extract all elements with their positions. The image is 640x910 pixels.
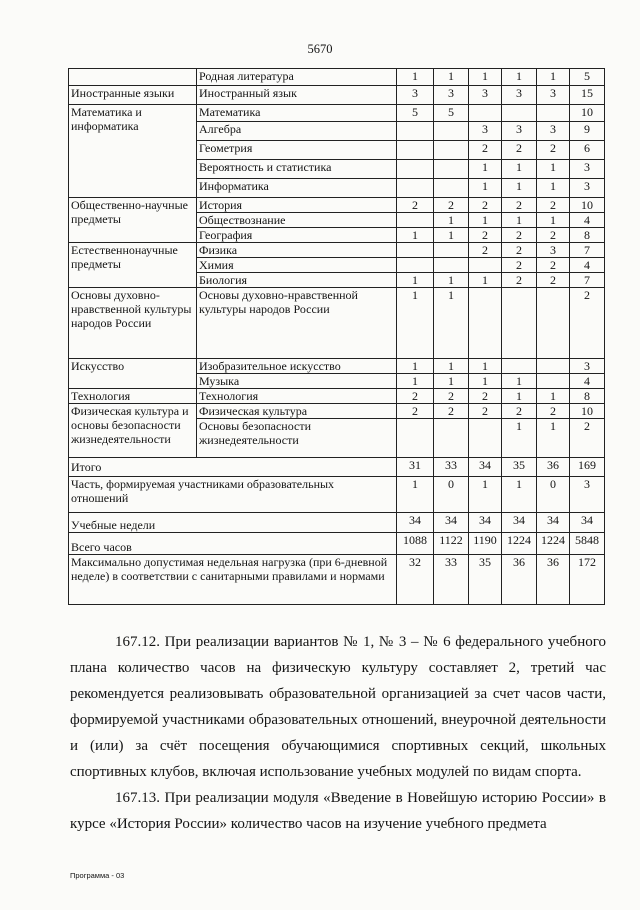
grade-hours-cell — [434, 141, 469, 160]
subject-cell: Математика — [197, 105, 397, 122]
total-hours-cell: 8 — [570, 389, 605, 404]
grade-hours-cell: 1 — [434, 374, 469, 389]
grade-hours-cell: 1 — [434, 213, 469, 228]
grade-hours-cell: 2 — [502, 198, 537, 213]
grade-hours-cell: 1 — [537, 213, 570, 228]
grade-hours-cell: 2 — [537, 273, 570, 288]
table-row — [69, 404, 605, 419]
summary-value-cell: 1 — [502, 477, 537, 513]
total-hours-cell: 3 — [570, 160, 605, 179]
summary-value-cell: 34 — [537, 513, 570, 533]
grade-hours-cell: 2 — [537, 141, 570, 160]
summary-value-cell: 1190 — [469, 533, 502, 555]
grade-hours-cell: 1 — [434, 69, 469, 86]
area-cell: Общественно-научные предметы — [69, 198, 197, 243]
grade-hours-cell: 3 — [537, 86, 570, 105]
total-hours-cell: 10 — [570, 105, 605, 122]
subject-cell: Информатика — [197, 179, 397, 198]
grade-hours-cell: 2 — [502, 404, 537, 419]
grade-hours-cell: 1 — [469, 179, 502, 198]
grade-hours-cell — [397, 141, 434, 160]
grade-hours-cell: 1 — [537, 419, 570, 458]
subject-cell: Геометрия — [197, 141, 397, 160]
table-row — [69, 105, 605, 122]
summary-value-cell: 34 — [397, 513, 434, 533]
summary-value-cell: 36 — [537, 458, 570, 477]
summary-label: Всего часов — [69, 533, 397, 555]
grade-hours-cell: 2 — [469, 141, 502, 160]
grade-hours-cell: 1 — [502, 160, 537, 179]
subject-cell: Основы безопасности жизнедеятельности — [197, 419, 397, 458]
grade-hours-cell: 1 — [502, 419, 537, 458]
summary-value-cell: 34 — [434, 513, 469, 533]
total-hours-cell: 2 — [570, 419, 605, 458]
summary-value-cell: 1 — [469, 477, 502, 513]
grade-hours-cell: 2 — [434, 404, 469, 419]
table-row — [69, 86, 605, 105]
subject-cell: География — [197, 228, 397, 243]
paragraph-167-13: 167.13. При реализации модуля «Введение в Новейшую историю России» в курсе «История России» количество часов на изучение учебного предмета — [70, 790, 606, 832]
grade-hours-cell: 2 — [469, 404, 502, 419]
summary-value-cell: 1224 — [502, 533, 537, 555]
subject-cell: Родная литература — [197, 69, 397, 86]
grade-hours-cell: 2 — [502, 273, 537, 288]
grade-hours-cell — [537, 359, 570, 374]
summary-value-cell: 33 — [434, 458, 469, 477]
area-cell: Естественнонаучные предметы — [69, 243, 197, 288]
grade-hours-cell — [502, 105, 537, 122]
total-hours-cell: 15 — [570, 86, 605, 105]
subject-cell: История — [197, 198, 397, 213]
subject-cell: Алгебра — [197, 122, 397, 141]
grade-hours-cell: 3 — [502, 86, 537, 105]
grade-hours-cell — [397, 213, 434, 228]
grade-hours-cell: 1 — [397, 359, 434, 374]
grade-hours-cell — [434, 258, 469, 273]
grade-hours-cell: 3 — [502, 122, 537, 141]
subject-cell: Технология — [197, 389, 397, 404]
page-number: 5670 — [307, 42, 333, 56]
summary-label: Часть, формируемая участниками образовательных отношений — [69, 477, 397, 513]
summary-value-cell: 1 — [397, 477, 434, 513]
grade-hours-cell: 3 — [469, 122, 502, 141]
grade-hours-cell: 2 — [502, 243, 537, 258]
area-cell: Основы духовно-нравственной культуры народов России — [69, 288, 197, 359]
subject-cell: Изобразительное искусство — [197, 359, 397, 374]
summary-label: Итого — [69, 458, 397, 477]
total-hours-cell: 9 — [570, 122, 605, 141]
summary-total-cell: 34 — [570, 513, 605, 533]
summary-value-cell: 1224 — [537, 533, 570, 555]
grade-hours-cell — [537, 105, 570, 122]
grade-hours-cell — [502, 359, 537, 374]
summary-row — [69, 477, 605, 513]
table-row — [69, 288, 605, 359]
summary-total-cell: 3 — [570, 477, 605, 513]
total-hours-cell: 10 — [570, 198, 605, 213]
grade-hours-cell: 2 — [469, 198, 502, 213]
grade-hours-cell: 2 — [537, 198, 570, 213]
grade-hours-cell — [469, 105, 502, 122]
area-cell: Физическая культура и основы безопасности жизнедеятельности — [69, 404, 197, 458]
total-hours-cell: 10 — [570, 404, 605, 419]
summary-total-cell: 5848 — [570, 533, 605, 555]
total-hours-cell: 6 — [570, 141, 605, 160]
grade-hours-cell: 2 — [469, 243, 502, 258]
subject-cell: Вероятность и статистика — [197, 160, 397, 179]
summary-value-cell: 31 — [397, 458, 434, 477]
total-hours-cell: 3 — [570, 179, 605, 198]
subject-cell: Обществознание — [197, 213, 397, 228]
grade-hours-cell — [434, 419, 469, 458]
grade-hours-cell — [397, 258, 434, 273]
grade-hours-cell — [397, 419, 434, 458]
grade-hours-cell — [469, 258, 502, 273]
summary-value-cell: 1122 — [434, 533, 469, 555]
summary-row — [69, 513, 605, 533]
grade-hours-cell: 1 — [537, 69, 570, 86]
subject-cell: Физика — [197, 243, 397, 258]
total-hours-cell: 2 — [570, 288, 605, 359]
subject-cell: Основы духовно-нравственной культуры народов России — [197, 288, 397, 359]
curriculum-table — [68, 68, 605, 605]
grade-hours-cell: 1 — [469, 374, 502, 389]
grade-hours-cell: 1 — [469, 69, 502, 86]
grade-hours-cell: 1 — [537, 160, 570, 179]
summary-row — [69, 458, 605, 477]
grade-hours-cell: 2 — [434, 198, 469, 213]
grade-hours-cell: 1 — [397, 69, 434, 86]
body-text — [70, 629, 606, 837]
summary-label: Учебные недели — [69, 513, 397, 533]
summary-value-cell: 36 — [502, 555, 537, 605]
grade-hours-cell: 1 — [397, 374, 434, 389]
summary-value-cell: 33 — [434, 555, 469, 605]
table-row — [69, 243, 605, 258]
subject-cell: Физическая культура — [197, 404, 397, 419]
grade-hours-cell: 2 — [397, 404, 434, 419]
grade-hours-cell: 2 — [469, 228, 502, 243]
grade-hours-cell: 2 — [502, 258, 537, 273]
summary-total-cell: 169 — [570, 458, 605, 477]
subject-cell: Иностранный язык — [197, 86, 397, 105]
grade-hours-cell: 3 — [537, 243, 570, 258]
summary-value-cell: 34 — [502, 513, 537, 533]
summary-value-cell: 36 — [537, 555, 570, 605]
area-cell: Искусство — [69, 359, 197, 389]
area-cell: Математика и информатика — [69, 105, 197, 198]
table-row — [69, 69, 605, 86]
summary-value-cell: 1088 — [397, 533, 434, 555]
subject-cell: Биология — [197, 273, 397, 288]
grade-hours-cell: 2 — [537, 228, 570, 243]
grade-hours-cell — [434, 122, 469, 141]
grade-hours-cell: 3 — [537, 122, 570, 141]
subject-cell: Музыка — [197, 374, 397, 389]
summary-row — [69, 533, 605, 555]
grade-hours-cell: 3 — [397, 86, 434, 105]
total-hours-cell: 3 — [570, 359, 605, 374]
grade-hours-cell: 1 — [397, 228, 434, 243]
grade-hours-cell — [537, 288, 570, 359]
summary-value-cell: 32 — [397, 555, 434, 605]
grade-hours-cell — [397, 179, 434, 198]
summary-value-cell: 0 — [434, 477, 469, 513]
paragraph-167-12: 167.12. При реализации вариантов № 1, № 3 – № 6 федерального учебного плана количество часов на физическую культуру составляет 2, третий час рекомендуется реализовывать образовательной организацией за счет часов части, формируемой участниками образовательных отношений, внеурочной деятельности и (или) за счёт посещения обучающимися спортивных секций, школьных спортивных клубов, включая использование учебных модулей по видам спорта. — [70, 634, 606, 780]
total-hours-cell: 7 — [570, 273, 605, 288]
grade-hours-cell: 2 — [434, 389, 469, 404]
grade-hours-cell: 5 — [397, 105, 434, 122]
summary-value-cell: 0 — [537, 477, 570, 513]
grade-hours-cell — [537, 374, 570, 389]
grade-hours-cell: 2 — [397, 198, 434, 213]
grade-hours-cell: 1 — [469, 213, 502, 228]
total-hours-cell: 4 — [570, 213, 605, 228]
summary-value-cell: 34 — [469, 458, 502, 477]
summary-total-cell: 172 — [570, 555, 605, 605]
total-hours-cell: 4 — [570, 258, 605, 273]
grade-hours-cell — [469, 288, 502, 359]
summary-row — [69, 555, 605, 605]
grade-hours-cell: 1 — [537, 179, 570, 198]
total-hours-cell: 5 — [570, 69, 605, 86]
grade-hours-cell — [434, 243, 469, 258]
grade-hours-cell: 2 — [469, 389, 502, 404]
area-cell — [69, 69, 197, 86]
grade-hours-cell — [397, 243, 434, 258]
summary-label: Максимально допустимая недельная нагрузка (при 6-дневной неделе) в соответствии с санитарными правилами и нормами — [69, 555, 397, 605]
grade-hours-cell: 1 — [469, 160, 502, 179]
grade-hours-cell: 3 — [434, 86, 469, 105]
grade-hours-cell: 1 — [502, 69, 537, 86]
grade-hours-cell — [469, 419, 502, 458]
grade-hours-cell: 3 — [469, 86, 502, 105]
grade-hours-cell: 1 — [397, 273, 434, 288]
grade-hours-cell: 1 — [502, 213, 537, 228]
grade-hours-cell: 2 — [502, 228, 537, 243]
grade-hours-cell: 2 — [397, 389, 434, 404]
summary-value-cell: 35 — [502, 458, 537, 477]
grade-hours-cell: 2 — [537, 258, 570, 273]
area-cell: Иностранные языки — [69, 86, 197, 105]
table-row — [69, 359, 605, 374]
area-cell: Технология — [69, 389, 197, 404]
total-hours-cell: 4 — [570, 374, 605, 389]
footer-note: Программа - 03 — [70, 871, 125, 880]
grade-hours-cell: 1 — [434, 359, 469, 374]
grade-hours-cell: 1 — [434, 228, 469, 243]
total-hours-cell: 8 — [570, 228, 605, 243]
summary-value-cell: 35 — [469, 555, 502, 605]
table-row — [69, 389, 605, 404]
grade-hours-cell: 2 — [502, 141, 537, 160]
grade-hours-cell: 1 — [469, 359, 502, 374]
grade-hours-cell: 2 — [537, 404, 570, 419]
grade-hours-cell: 1 — [434, 273, 469, 288]
table-row — [69, 198, 605, 213]
grade-hours-cell — [434, 160, 469, 179]
grade-hours-cell — [502, 288, 537, 359]
grade-hours-cell — [397, 122, 434, 141]
grade-hours-cell: 1 — [502, 179, 537, 198]
summary-value-cell: 34 — [469, 513, 502, 533]
grade-hours-cell: 1 — [502, 374, 537, 389]
grade-hours-cell: 1 — [469, 273, 502, 288]
grade-hours-cell: 1 — [397, 288, 434, 359]
subject-cell: Химия — [197, 258, 397, 273]
grade-hours-cell: 1 — [502, 389, 537, 404]
grade-hours-cell: 1 — [434, 288, 469, 359]
grade-hours-cell — [397, 160, 434, 179]
grade-hours-cell — [434, 179, 469, 198]
total-hours-cell: 7 — [570, 243, 605, 258]
grade-hours-cell: 5 — [434, 105, 469, 122]
grade-hours-cell: 1 — [537, 389, 570, 404]
